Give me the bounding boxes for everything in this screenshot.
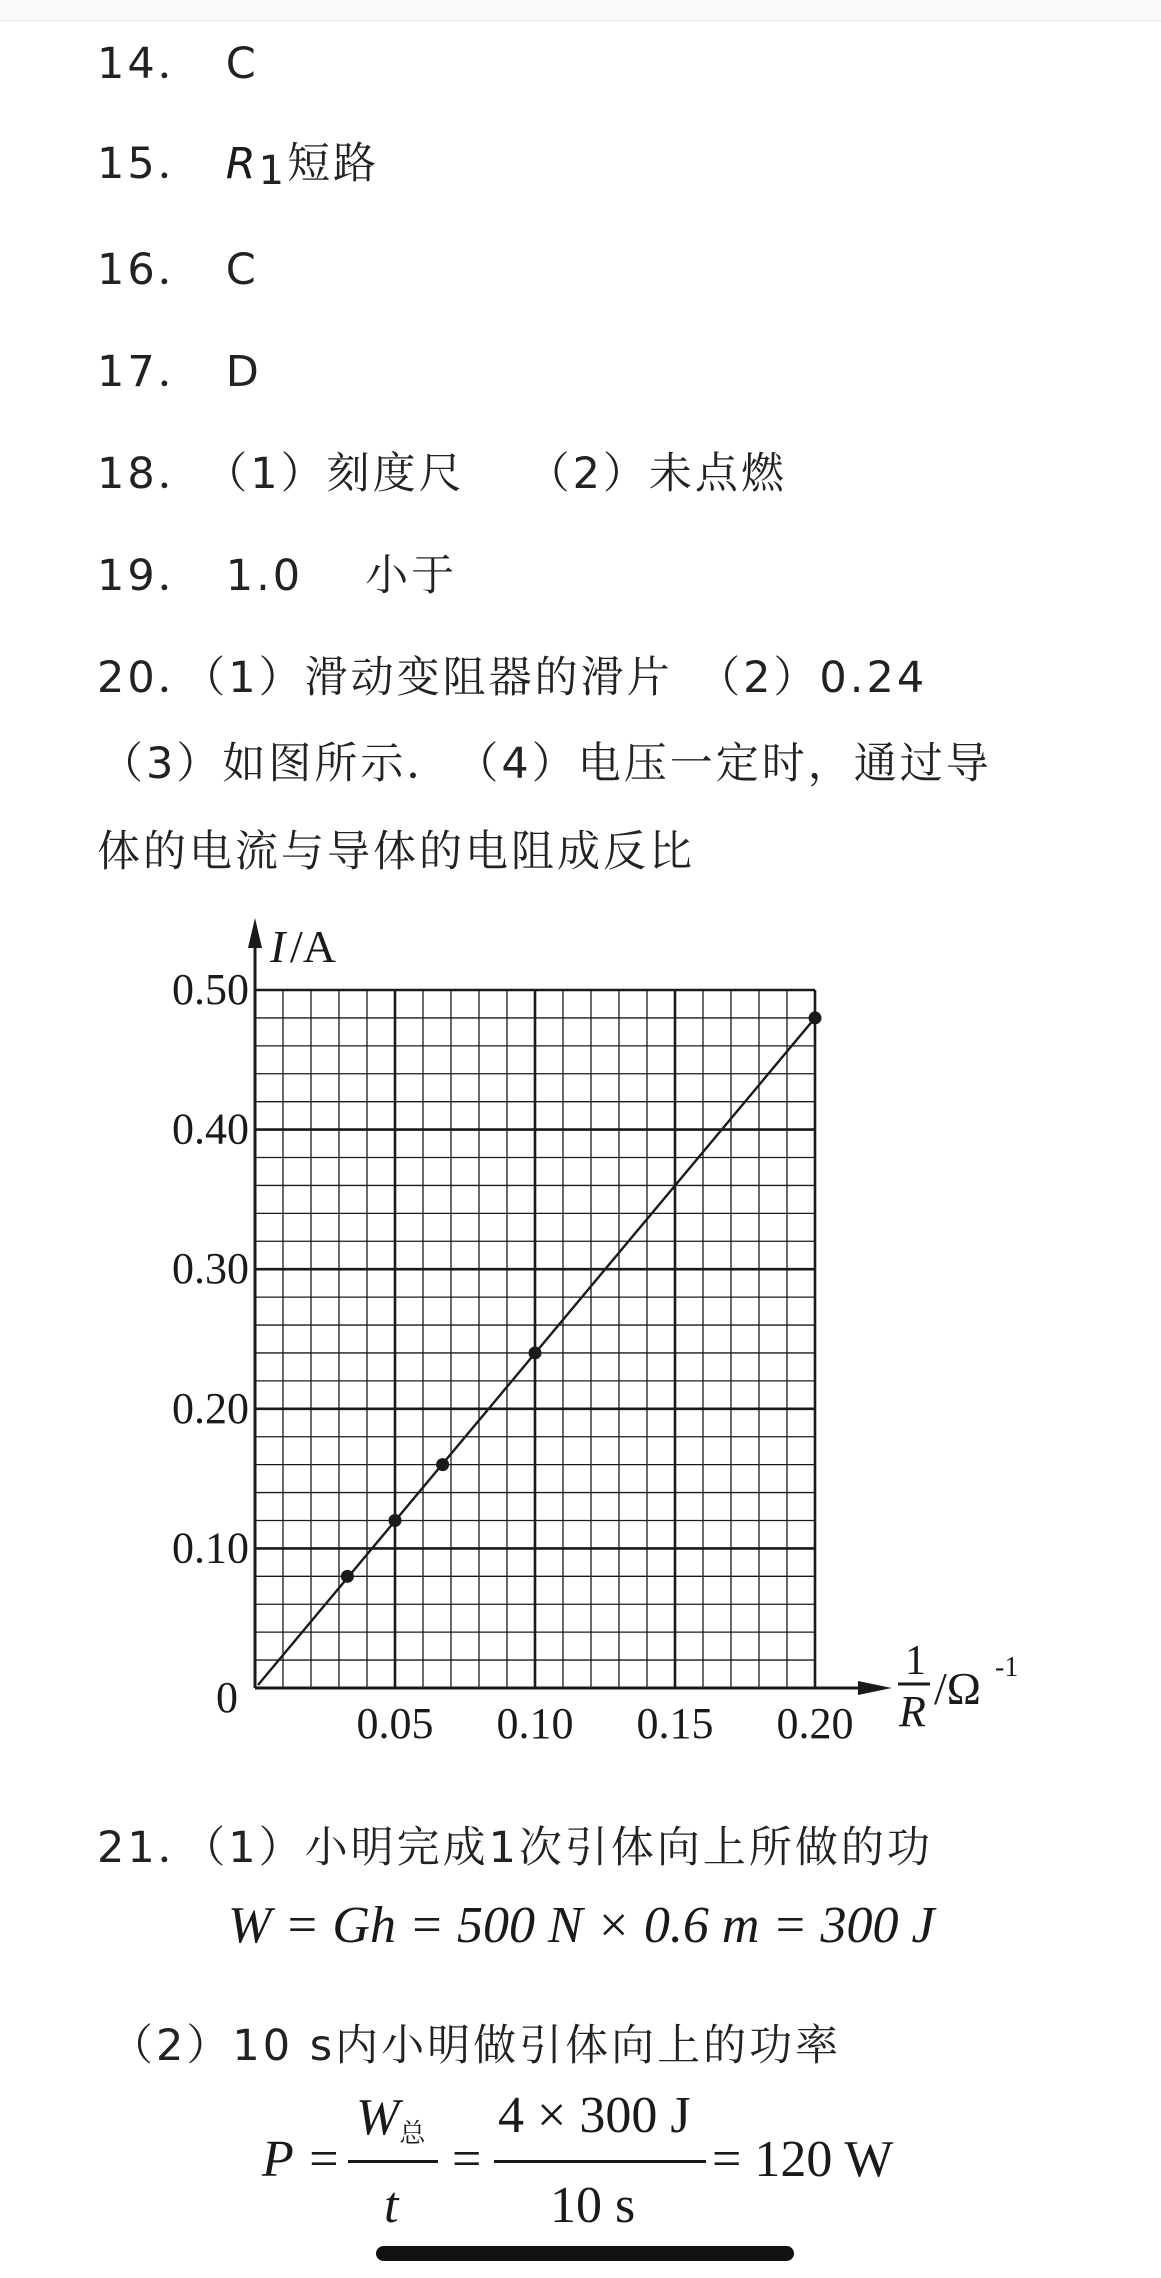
answer-number: 19． xyxy=(97,551,204,601)
data-point xyxy=(809,1011,822,1024)
x-axis-label-numerator: 1 xyxy=(905,1638,926,1684)
y-tick-label: 0.10 xyxy=(172,1523,249,1573)
answer-number: 15． xyxy=(97,139,204,189)
eq2-frac2-den: 10 s xyxy=(550,2177,636,2234)
x-tick-label: 0.10 xyxy=(496,1699,574,1748)
x-axis-label-exponent: -1 xyxy=(995,1652,1019,1683)
q21-equation-1 xyxy=(228,1896,935,1955)
eq2-equals: = xyxy=(452,2131,482,2188)
answer-19 xyxy=(97,542,457,603)
answer-text: 短路 xyxy=(287,139,380,189)
eq2-frac2-num: 4 × 300 J xyxy=(498,2087,691,2144)
eq2-frac1-subscript: 总 xyxy=(399,2119,426,2149)
y-axis-label-var: I xyxy=(270,921,286,972)
eq2-lhs xyxy=(262,2130,341,2189)
eq1-text: W = Gh = 500 N × 0.6 m = 300 J xyxy=(228,1897,935,1954)
answer-text: D xyxy=(225,347,262,397)
data-point xyxy=(529,1346,542,1359)
origin-label: 0 xyxy=(216,1673,238,1722)
y-tick-label: 0.20 xyxy=(172,1383,249,1433)
eq2-frac2-bar xyxy=(494,2160,706,2163)
y-tick-label: 0.40 xyxy=(172,1104,249,1154)
x-tick-label: 0.15 xyxy=(636,1699,714,1748)
answer-18 xyxy=(97,440,787,501)
resistor-subscript: 1 xyxy=(258,148,288,194)
home-indicator[interactable] xyxy=(376,2246,794,2261)
data-point xyxy=(436,1458,449,1471)
data-point xyxy=(389,1514,402,1527)
eq2-lhs-text: P = xyxy=(262,2131,341,2188)
answer-16 xyxy=(97,236,259,297)
q20-line-1: 20．（1）滑动变阻器的滑片 （2）0.24 xyxy=(97,653,928,703)
q21-part-1: 21．（1）小明完成1次引体向上所做的功 xyxy=(97,1823,933,1873)
y-tick-label: 0.30 xyxy=(172,1244,249,1294)
answer-number: 14． xyxy=(97,39,204,89)
resistor-symbol: R xyxy=(225,139,259,189)
q20-line-2: （3）如图所示． （4）电压一定时，通过导 xyxy=(100,739,992,789)
answer-number: 16． xyxy=(97,245,204,295)
eq2-rhs: = 120 W xyxy=(712,2131,894,2188)
eq2-frac1-den xyxy=(384,2176,398,2235)
answer-15 xyxy=(97,130,380,194)
answer-text: C xyxy=(225,39,259,89)
eq2-frac1-num-text: W xyxy=(356,2089,400,2146)
q21-part-2: （2）10 s内小明做引体向上的功率 xyxy=(110,2021,842,2071)
eq2-frac1-bar xyxy=(348,2160,438,2163)
x-axis-arrow xyxy=(858,1681,892,1695)
answer-17 xyxy=(97,338,262,399)
x-tick-label: 0.20 xyxy=(776,1699,854,1748)
answer-number: 18． xyxy=(97,449,204,499)
y-tick-label: 0.50 xyxy=(172,965,249,1014)
x-tick-label: 0.05 xyxy=(356,1699,434,1748)
answer-number: 17． xyxy=(97,347,204,397)
top-status-strip xyxy=(0,0,1161,21)
answer-part-2: 小于 xyxy=(365,551,458,601)
q20-line-3: 体的电流与导体的电阻成反比 xyxy=(97,827,695,877)
x-axis-label-unit: /Ω xyxy=(934,1663,981,1714)
answer-text: C xyxy=(225,245,259,295)
data-point xyxy=(341,1570,354,1583)
x-axis-label-denominator: R xyxy=(899,1687,926,1736)
answer-part-2: （2）未点燃 xyxy=(526,449,787,499)
answer-part-1: 1.0 xyxy=(225,551,304,601)
answer-14 xyxy=(97,30,259,91)
y-axis-label-unit: /A xyxy=(290,921,336,972)
eq2-frac1-den-text: t xyxy=(384,2177,399,2234)
answer-part-1: （1）刻度尺 xyxy=(225,449,465,499)
eq2-frac1-num xyxy=(356,2088,425,2147)
current-vs-inverse-resistance-chart xyxy=(0,880,1161,1780)
y-axis-arrow xyxy=(248,918,262,948)
